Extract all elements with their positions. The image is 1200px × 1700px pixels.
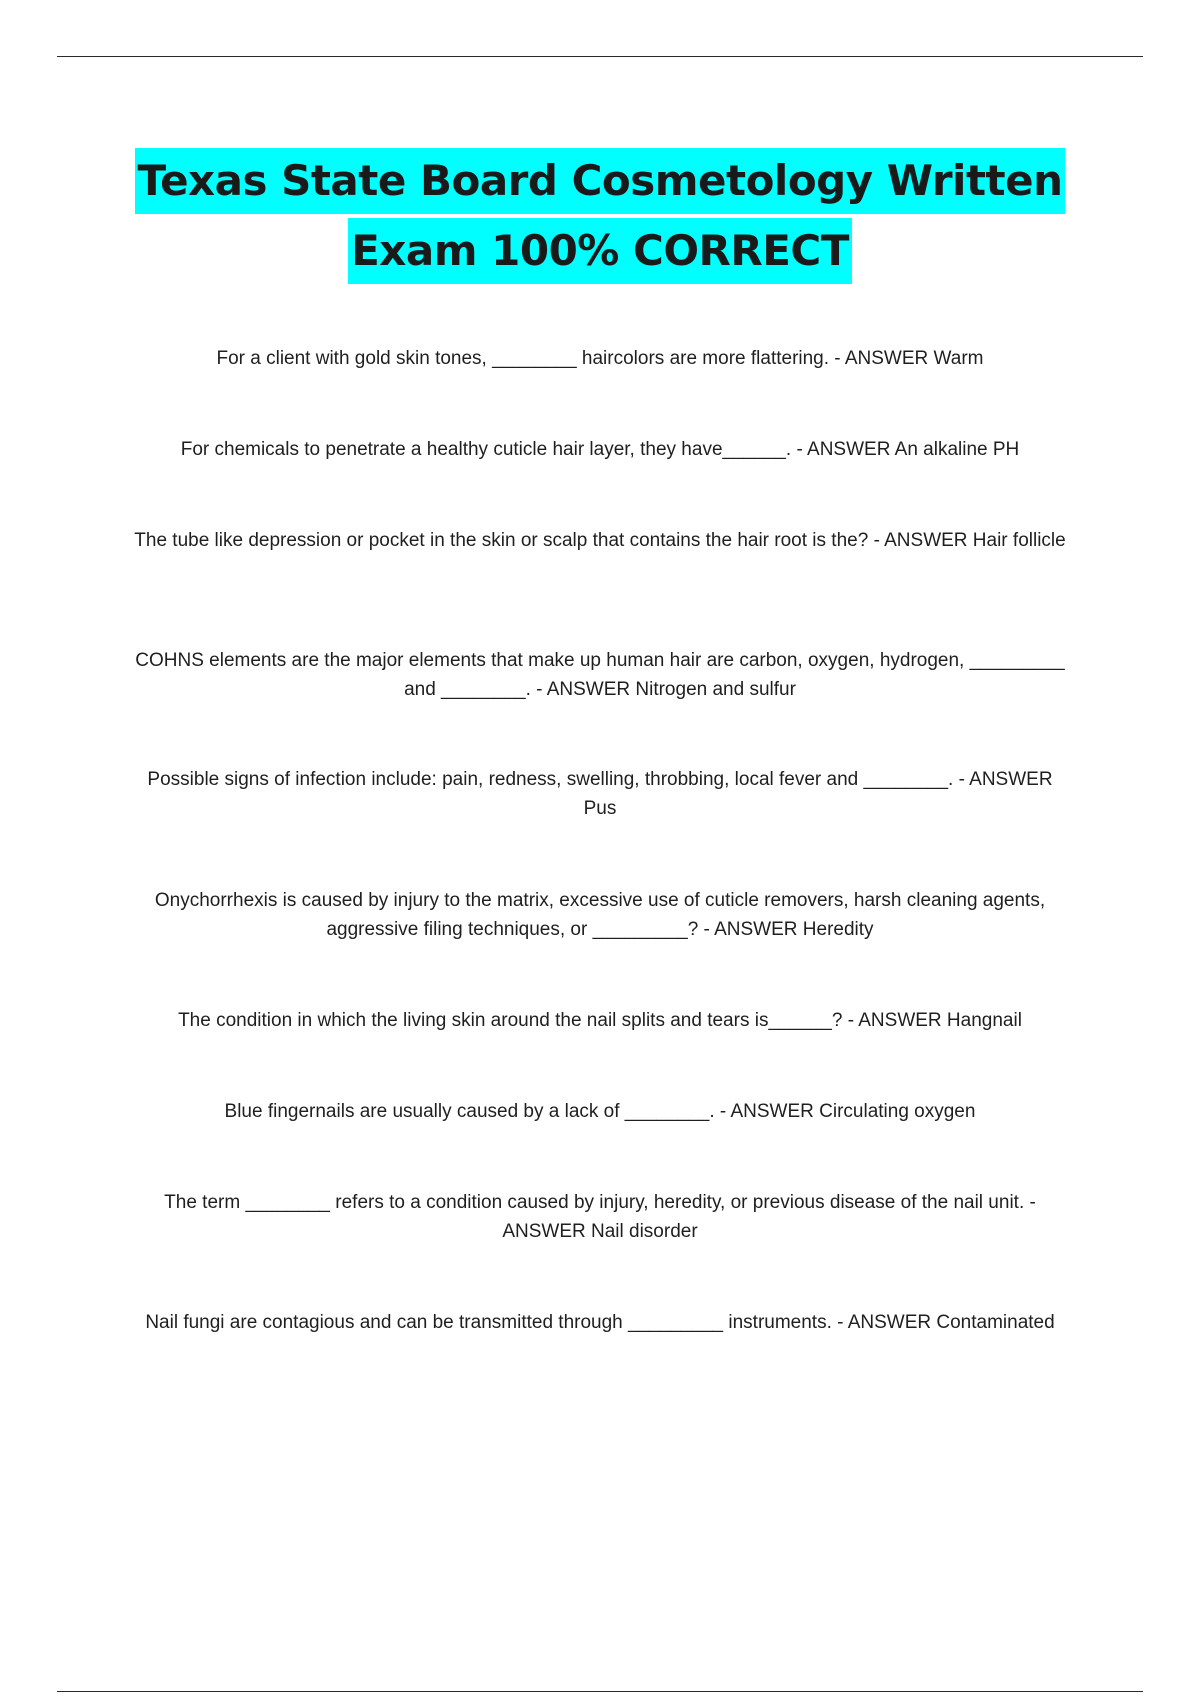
qa-item-10: Nail fungi are contagious and can be transmitted through _________ instruments. - ANSWER Contaminated: [145, 1312, 1055, 1333]
qa-item-4: COHNS elements are the major elements that make up human hair are carbon, oxygen, hydrogen, _________ and ________. - ANSWER Nitrogen and sulfur: [135, 650, 1065, 700]
qa-item-8: Blue fingernails are usually caused by a lack of ________. - ANSWER Circulating oxygen: [224, 1101, 976, 1122]
qa-item-3: The tube like depression or pocket in the skin or scalp that contains the hair root is the? - ANSWER Hair follicle: [134, 530, 1066, 551]
document-title: [0, 146, 1200, 286]
qa-item-5: Possible signs of infection include: pain, redness, swelling, throbbing, local fever and ________. - ANSWER Pus: [147, 769, 1053, 819]
qa-item-1: For a client with gold skin tones, ________ haircolors are more flattering. - ANSWER Warm: [216, 348, 984, 369]
qa-item-7: The condition in which the living skin around the nail splits and tears is______? - ANSWER Hangnail: [178, 1010, 1022, 1031]
qa-item-2: For chemicals to penetrate a healthy cuticle hair layer, they have______. - ANSWER An alkaline PH: [180, 439, 1020, 460]
bottom-rule: [57, 1691, 1143, 1692]
title-line-1: Texas State Board Cosmetology Written: [135, 148, 1066, 214]
top-rule: [57, 56, 1143, 57]
qa-item-9: The term ________ refers to a condition caused by injury, heredity, or previous disease of the nail unit. - ANSWER Nail disorder: [164, 1192, 1036, 1242]
title-line-2: Exam 100% CORRECT: [348, 218, 852, 284]
qa-item-6: Onychorrhexis is caused by injury to the matrix, excessive use of cuticle removers, harsh cleaning agents, aggressive filing techniques, or _________? - ANSWER Heredity: [154, 890, 1046, 940]
